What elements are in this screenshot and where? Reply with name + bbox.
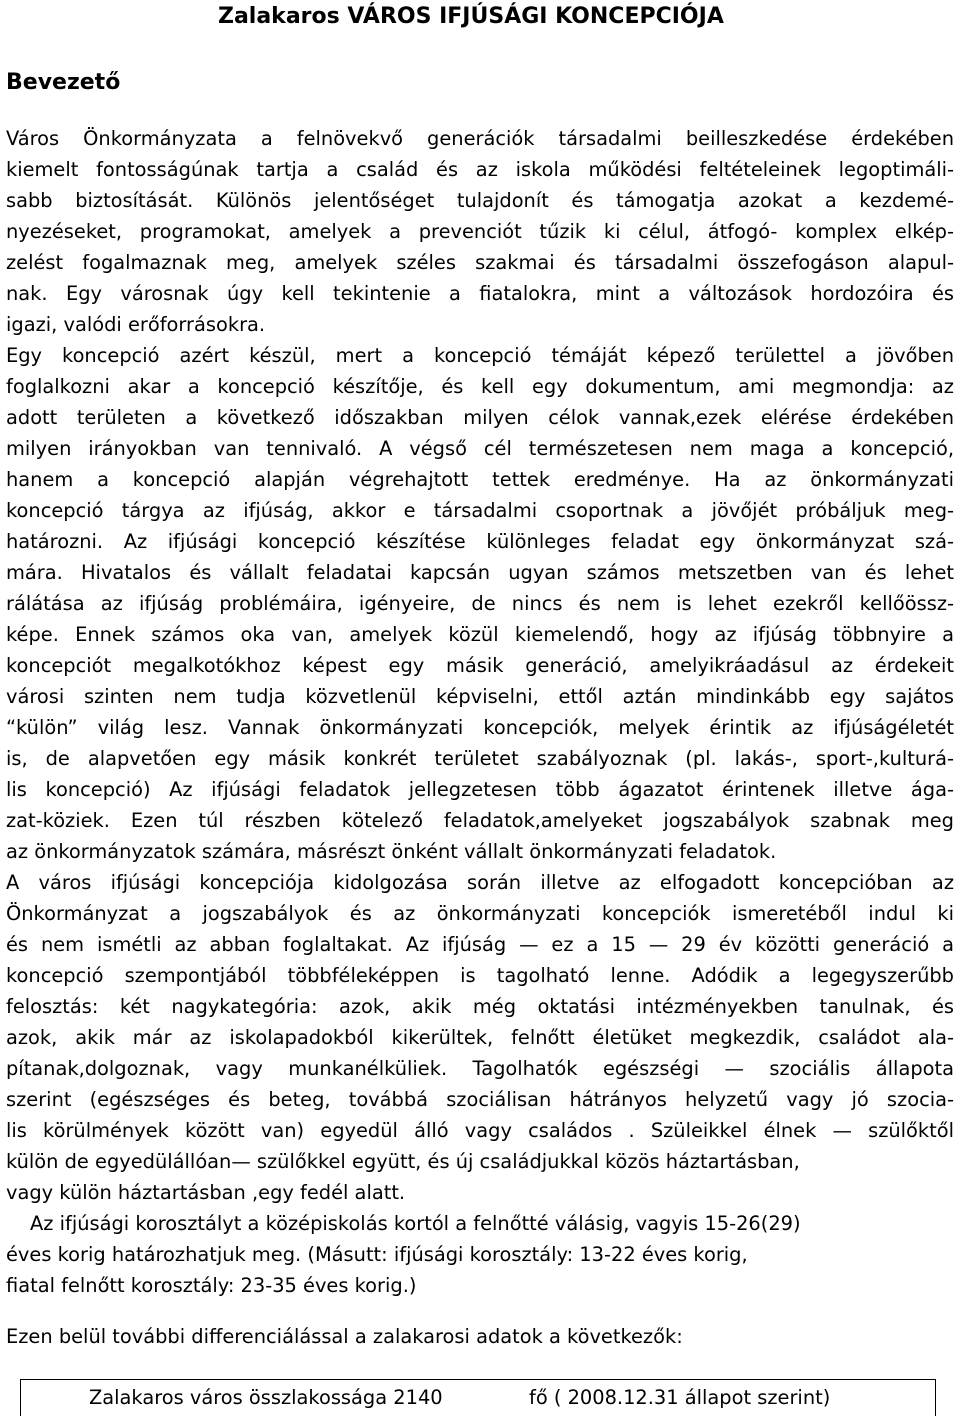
section-heading: Bevezető [6, 70, 121, 95]
text-line: koncepció tárgya az ifjúság, akkor e társadalmi csoportnak a jövőjét próbáljuk meg- [6, 499, 954, 522]
document-title: Zalakaros VÁROS IFJÚSÁGI KONCEPCIÓJA [218, 4, 724, 29]
text-line: Az ifjúsági korosztályt a középiskolás kortól a felnőtté válásig, vagyis 15-26(29) [30, 1212, 801, 1235]
text-line: nak. Egy városnak úgy kell tekintenie a fiatalokra, mint a változások hordozóira és [6, 282, 954, 305]
text-line: A város ifjúsági koncepciója kidolgozása során illetve az elfogadott koncepcióban az [6, 871, 954, 894]
text-line: külön de egyedülállóan— szülőkkel együtt, és új családjukkal közös háztartásban, [6, 1150, 800, 1173]
text-line: hanem a koncepció alapján végrehajtott tettek eredménye. Ha az önkormányzati [6, 468, 954, 491]
text-line: pítanak,dolgoznak, vagy munkanélküliek. Tagolhatók egészségi — szociális állapota [6, 1057, 954, 1080]
population-table-row [20, 1379, 936, 1416]
text-line: Önkormányzat a jogszabályok és az önkormányzati koncepciók ismeretéből indul ki [6, 902, 954, 925]
text-line: “külön” világ lesz. Vannak önkormányzati koncepciók, melyek érintik az ifjúságéletét [6, 716, 954, 739]
text-line: sabb biztosítását. Különös jelentőséget tulajdonít és támogatja azokat a kezdemé- [6, 189, 954, 212]
text-line: azok, akik már az iskolapadokból kikerültek, felnőtt életüket megkezdik, családot ala- [6, 1026, 954, 1049]
text-line: rálátása az ifjúság problémáira, igényeire, de nincs és nem is lehet ezekről kellőössz- [6, 592, 954, 615]
text-line: Város Önkormányzata a felnövekvő generációk társadalmi beilleszkedése érdekében [6, 127, 954, 150]
text-line: zat-köziek. Ezen túl részben kötelező feladatok,amelyeket jogszabályok szabnak meg [6, 809, 954, 832]
text-line: mára. Hivatalos és vállalt feladatai kapcsán ugyan számos metszetben van és lehet [6, 561, 954, 584]
text-line: is, de alapvetően egy másik konkrét területet szabályoznak (pl. lakás-, sport-,kulturá- [6, 747, 954, 770]
text-line: vagy külön háztartásban ,egy fedél alatt. [6, 1181, 406, 1204]
text-line: lis koncepció) Az ifjúsági feladatok jellegzetesen több ágazatot érintenek illetve ága- [6, 778, 954, 801]
text-line: zelést fogalmaznak meg, amelyek széles szakmai és társadalmi összefogáson alapul- [6, 251, 954, 274]
text-line: koncepció szempontjából többféleképpen is tagolható lenne. Adódik a legegyszerűbb [6, 964, 954, 987]
text-line: képe. Ennek számos oka van, amelyek közül kiemelendő, hogy az ifjúság többnyire a [6, 623, 954, 646]
text-line: városi szinten nem tudja közvetlenül képviselni, ettől aztán mindinkább egy sajátos [6, 685, 954, 708]
text-line: szerint (egészséges és beteg, továbbá szociálisan hátrányos helyzetű vagy jó szocia- [6, 1088, 954, 1111]
text-line: koncepciót megalkotókhoz képest egy másik generáció, amelyikráadásul az érdekeit [6, 654, 954, 677]
text-line: az önkormányzatok számára, másrészt önként vállalt önkormányzati feladatok. [6, 840, 777, 863]
text-line: határozni. Az ifjúsági koncepció készítése különleges feladat egy önkormányzat szá- [6, 530, 954, 553]
text-line: kiemelt fontosságúnak tartja a család és az iskola működési feltételeinek legoptimáli- [6, 158, 954, 181]
text-line: nyezéseket, programokat, amelyek a prevenciót tűzik ki célul, átfogó- komplex elkép- [6, 220, 954, 243]
population-value: fő ( 2008.12.31 állapot szerint) [529, 1386, 831, 1409]
text-line: igazi, valódi erőforrásokra. [6, 313, 266, 336]
text-line: Egy koncepció azért készül, mert a koncepció témáját képező területtel a jövőben [6, 344, 954, 367]
text-line: adott területen a következő időszakban milyen célok vannak,ezek elérése érdekében [6, 406, 954, 429]
text-line: felosztás: két nagykategória: azok, akik még oktatási intézményekben tanulnak, és [6, 995, 954, 1018]
population-label: Zalakaros város összlakossága 2140 [89, 1386, 443, 1409]
text-line: és nem ismétli az abban foglaltakat. Az ifjúság — ez a 15 — 29 év közötti generáció a [6, 933, 954, 956]
text-line: lis körülmények között van) egyedül álló vagy családos . Szüleikkel élnek — szülőktől [6, 1119, 954, 1142]
text-line: éves korig határozhatjuk meg. (Másutt: ifjúsági korosztály: 13-22 éves korig, [6, 1243, 748, 1266]
text-line: fiatal felnőtt korosztály: 23-35 éves korig.) [6, 1274, 417, 1297]
text-line: foglalkozni akar a koncepció készítője, és kell egy dokumentum, ami megmondja: az [6, 375, 954, 398]
text-line: Ezen belül további differenciálással a zalakarosi adatok a következők: [6, 1325, 683, 1348]
text-line: milyen irányokban van tennivaló. A végső cél természetesen nem maga a koncepció, [6, 437, 954, 460]
